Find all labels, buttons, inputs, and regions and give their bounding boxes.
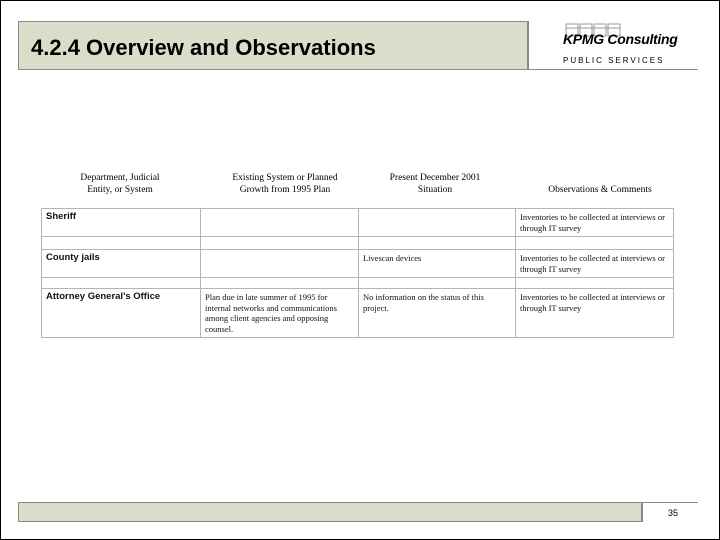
cell-existing: [201, 209, 359, 237]
slide-title: 4.2.4 Overview and Observations: [31, 35, 376, 60]
cell-existing: [201, 278, 359, 289]
brand-name: KPMG Consulting: [563, 31, 678, 47]
cell-entity: [42, 237, 201, 250]
cell-existing: Plan due in late summer of 1995 for internal networks and communications among client agencies and opposing counsel.: [201, 289, 359, 338]
logo-box: [528, 21, 698, 70]
table-row: [42, 278, 674, 289]
observations-table: [41, 208, 674, 338]
cell-observations: [516, 237, 674, 250]
cell-present: [359, 237, 516, 250]
cell-observations: Inventories to be collected at interviews or through IT survey: [516, 209, 674, 237]
cell-present: [359, 278, 516, 289]
column-header-entity: Department, Judicial Entity, or System: [80, 173, 160, 195]
cell-entity: Attorney General's Office: [42, 289, 201, 338]
column-header-existing: Existing System or Planned Growth from 1995 Plan: [232, 173, 338, 195]
page-number-box: [642, 502, 698, 522]
cell-entity: Sheriff: [42, 209, 201, 237]
brand-subtitle: PUBLIC SERVICES: [563, 56, 665, 65]
column-header-present: Present December 2001 Situation: [389, 173, 481, 195]
cell-present: [359, 209, 516, 237]
cell-observations: [516, 278, 674, 289]
cell-present: No information on the status of this project.: [359, 289, 516, 338]
cell-entity: County jails: [42, 250, 201, 278]
cell-entity: [42, 278, 201, 289]
column-header-observations: Observations & Comments: [548, 185, 652, 195]
footer-bar: [18, 502, 642, 522]
cell-present: Livescan devices: [359, 250, 516, 278]
table-row: [42, 250, 674, 278]
table-row: [42, 289, 674, 338]
cell-existing: [201, 250, 359, 278]
page-number: 35: [667, 508, 678, 518]
cell-observations: Inventories to be collected at interviews or through IT survey: [516, 250, 674, 278]
cell-observations: Inventories to be collected at interviews or through IT survey: [516, 289, 674, 338]
cell-existing: [201, 237, 359, 250]
table-row: [42, 237, 674, 250]
title-bar: [18, 21, 528, 70]
table-row: [42, 209, 674, 237]
